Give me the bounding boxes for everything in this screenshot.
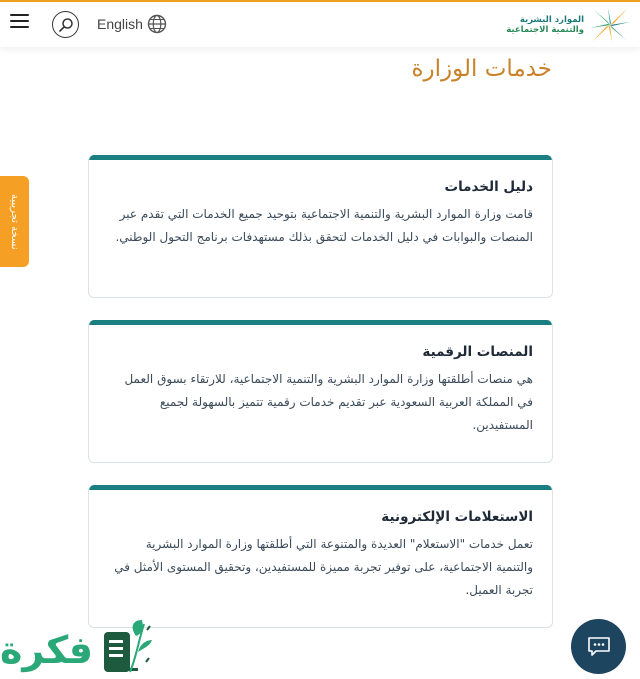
service-card-services-guide[interactable] [88, 155, 553, 298]
chat-bubble-icon [586, 634, 612, 660]
beta-version-tab[interactable] [0, 176, 29, 267]
service-card-digital-platforms[interactable] [88, 320, 553, 463]
globe-icon [147, 14, 167, 34]
card-title: الاستعلامات الإلكترونية [381, 509, 533, 525]
hamburger-icon [10, 14, 29, 16]
logo-line-1: الموارد البشرية [519, 15, 584, 25]
language-label: English [97, 16, 143, 32]
watermark-text: فكرة [0, 628, 94, 672]
search-icon [58, 17, 74, 33]
fikra-watermark [0, 618, 155, 679]
card-title: المنصات الرقمية [422, 344, 533, 360]
language-switch[interactable] [97, 14, 167, 34]
site-header [0, 2, 640, 47]
card-accent-bar [89, 155, 552, 160]
search-button[interactable] [52, 11, 79, 38]
logo-line-2: والتنمية الاجتماعية [506, 25, 584, 35]
card-title: دليل الخدمات [444, 179, 533, 195]
card-description: تعمل خدمات "الاستعلام" العديدة والمتنوعة التي أطلقتها وزارة الموارد البشرية والتنمية الاجتماعية، على توفير تجربة مميزة للمستفيدين، وتحقيق المستوى الأمثل في تجربة العميل. [114, 537, 533, 597]
beta-label: نسخة تجريبية [9, 193, 20, 250]
card-description: هي منصات أطلقتها وزارة الموارد البشرية والتنمية الاجتماعية، للارتقاء بسوق العمل في المملكة العربية السعودية عبر تقديم خدمات رقمية تتميز بالسهولة لجميع المستفيدين. [124, 372, 533, 432]
menu-button[interactable] [10, 14, 29, 30]
page-title: خدمات الوزارة [411, 56, 552, 82]
book-leaf-icon [100, 618, 155, 679]
card-accent-bar [89, 320, 552, 325]
card-accent-bar [89, 485, 552, 490]
service-card-e-inquiries[interactable] [88, 485, 553, 628]
ministry-star-logo-icon [588, 6, 632, 44]
chat-button[interactable] [571, 619, 626, 674]
ministry-logo[interactable] [506, 6, 632, 44]
card-description: قامت وزارة الموارد البشرية والتنمية الاجتماعية بتوحيد جميع الخدمات التي تقدم عبر المنصات والبوابات في دليل الخدمات لتحقق بذلك مستهدفات برنامج التحول الوطني. [115, 207, 533, 244]
